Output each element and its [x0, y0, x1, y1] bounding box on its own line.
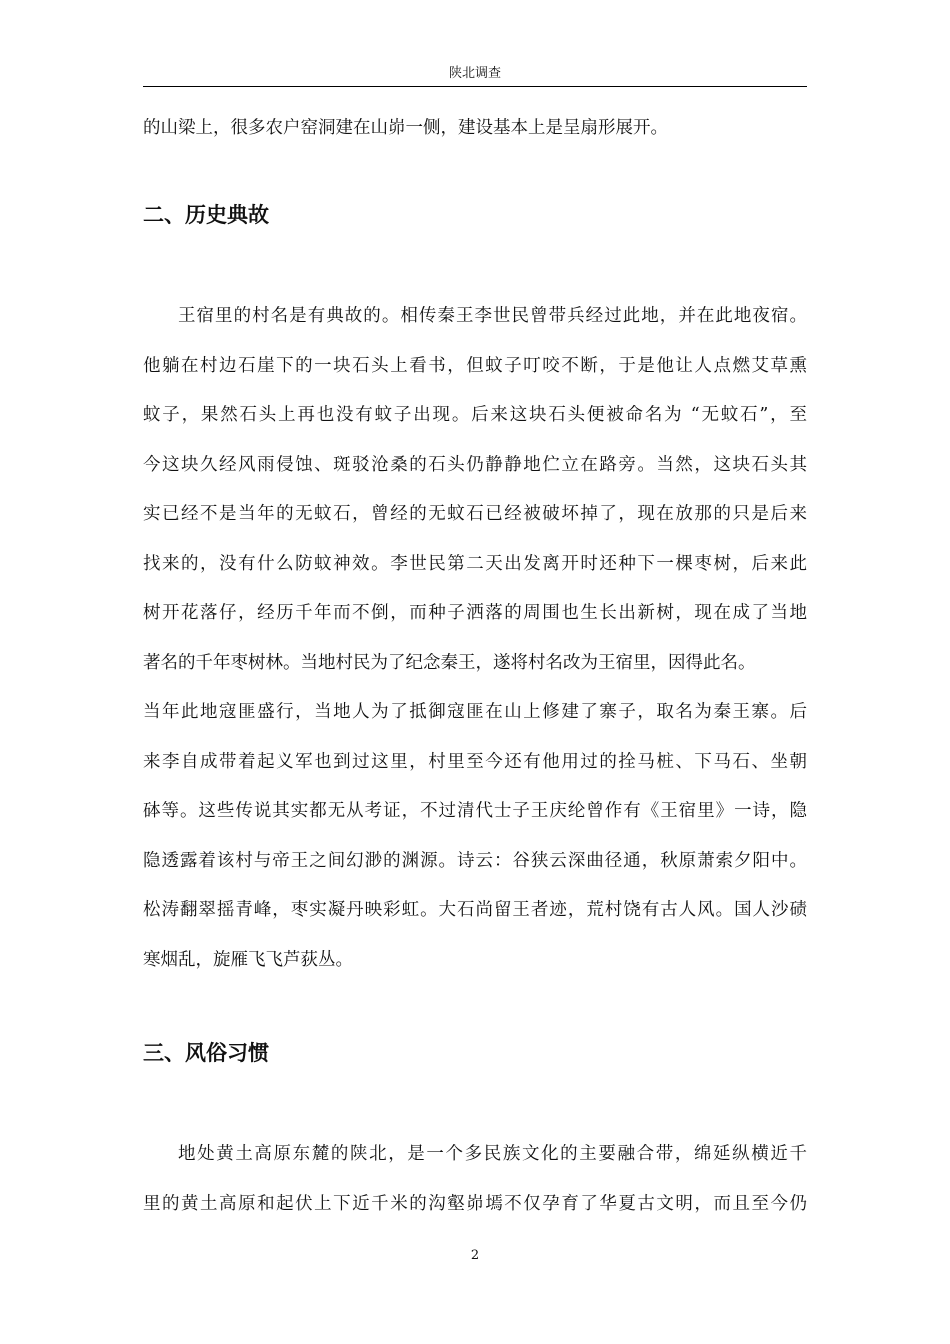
text-line: 著名的千年枣树林。当地村民为了纪念秦王，遂将村名改为王宿里，因得此名。: [143, 652, 756, 673]
text-line: 蚊子，果然石头上再也没有蚊子出现。后来这块石头便被命名为 “无蚊石”，至: [143, 405, 807, 425]
text-line: 当年此地寇匪盛行，当地人为了抵御寇匪在山上修建了寨子，取名为秦王寨。后: [143, 702, 807, 722]
text-line: 王宿里的村名是有典故的。相传秦王李世民曾带兵经过此地，并在此地夜宿。: [178, 306, 807, 326]
text-line: 里的黄土高原和起伏上下近千米的沟壑峁墕不仅孕育了华夏古文明，而且至今仍: [143, 1193, 807, 1214]
text-line: 实已经不是当年的无蚊石，曾经的无蚊石已经被破坏掉了，现在放那的只是后来: [143, 504, 807, 524]
text-line: 隐透露着该村与帝王之间幻渺的渊源。诗云：谷狭云深曲径通，秋原萧索夕阳中。: [143, 850, 807, 871]
intro-paragraph: [143, 104, 807, 154]
customs-paragraph: [143, 1130, 807, 1229]
text-line: 的山梁上，很多农户窑洞建在山峁一侧，建设基本上是呈扇形展开。: [143, 118, 668, 138]
section-heading-history: 二、历史典故: [143, 203, 269, 227]
text-line: 树开花落仔，经历千年而不倒，而种子洒落的周围也生长出新树，现在成了当地: [143, 603, 807, 623]
text-line: 今这块久经风雨侵蚀、斑驳沧桑的石头仍静静地伫立在路旁。当然，这块石头其: [143, 454, 807, 475]
text-line: 寒烟乱，旋雁飞飞芦荻丛。: [143, 949, 353, 970]
text-line: 来李自成带着起义军也到过这里，村里至今还有他用过的拴马桩、下马石、坐朝: [143, 751, 807, 772]
text-line: 砵等。这些传说其实都无从考证，不过清代士子王庆纶曾作有《王宿里》一诗，隐: [143, 801, 807, 821]
text-line: 找来的，没有什么防蚊神效。李世民第二天出发离开时还种下一棵枣树，后来此: [143, 553, 807, 574]
text-line: 地处黄土高原东麓的陕北，是一个多民族文化的主要融合带，绵延纵横近千: [178, 1144, 807, 1164]
header-title: 陕北调查: [448, 66, 501, 81]
history-paragraph: [143, 292, 807, 985]
text-line: 他躺在村边石崖下的一块石头上看书，但蚊子叮咬不断，于是他让人点燃艾草熏: [143, 355, 807, 376]
section-heading-customs: 三、风俗习惯: [143, 1041, 269, 1065]
page-number: 2: [470, 1248, 480, 1263]
text-line: 松涛翻翠摇青峰，枣实凝丹映彩虹。大石尚留王者迹，荒村饶有古人风。国人沙碛: [143, 900, 807, 920]
page-header: [143, 64, 807, 87]
